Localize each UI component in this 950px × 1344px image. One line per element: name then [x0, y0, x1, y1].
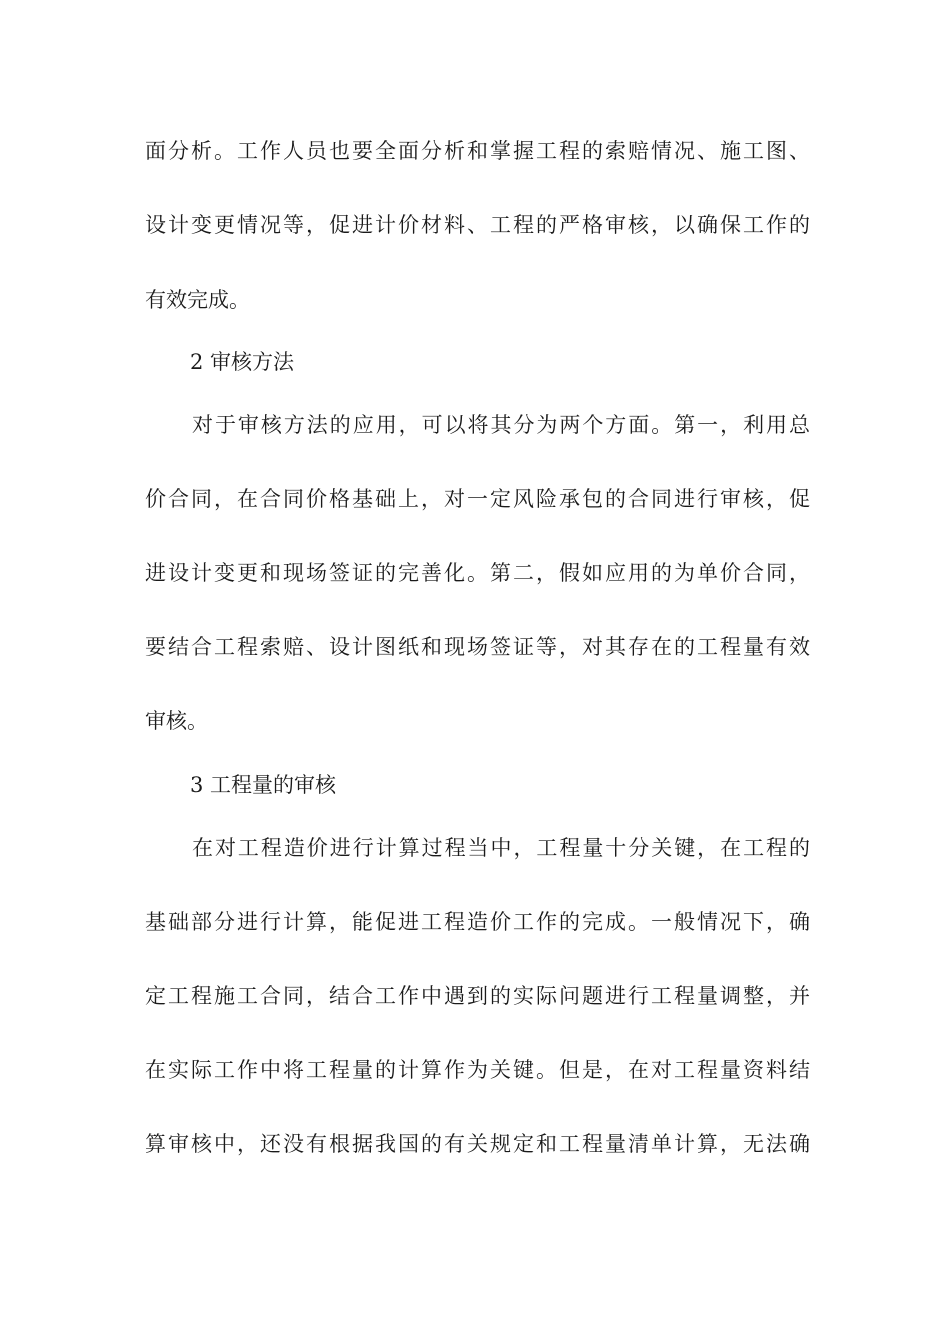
section-2-line-4: 要结合工程索赔、设计图纸和现场签证等，对其存在的工程量有效: [145, 635, 810, 659]
section-2-line-5: 审核。: [145, 709, 208, 733]
section-2-line-2: 价合同，在合同价格基础上，对一定风险承包的合同进行审核，促: [145, 487, 810, 511]
paragraph-1-line-1: 面分析。工作人员也要全面分析和掌握工程的索赔情况、施工图、: [145, 139, 810, 163]
section-3-line-5: 算审核中，还没有根据我国的有关规定和工程量清单计算，无法确: [145, 1132, 810, 1156]
section-2-line-1: 对于审核方法的应用，可以将其分为两个方面。第一，利用总: [192, 413, 810, 437]
section-2-line-3: 进设计变更和现场签证的完善化。第二，假如应用的为单价合同，: [145, 561, 810, 585]
section-3-line-4: 在实际工作中将工程量的计算作为关键。但是，在对工程量资料结: [145, 1058, 810, 1082]
paragraph-1-line-3: 有效完成。: [145, 288, 250, 312]
section-3-line-1: 在对工程造价进行计算过程当中，工程量十分关键，在工程的: [192, 836, 810, 860]
section-3-line-3: 定工程施工合同，结合工作中遇到的实际问题进行工程量调整，并: [145, 984, 810, 1008]
section-2-heading: 2 审核方法: [190, 350, 295, 374]
paragraph-1-line-2: 设计变更情况等，促进计价材料、工程的严格审核，以确保工作的: [145, 213, 810, 237]
section-3-heading: 3 工程量的审核: [190, 773, 337, 797]
section-3-line-2: 基础部分进行计算，能促进工程造价工作的完成。一般情况下，确: [145, 910, 810, 934]
